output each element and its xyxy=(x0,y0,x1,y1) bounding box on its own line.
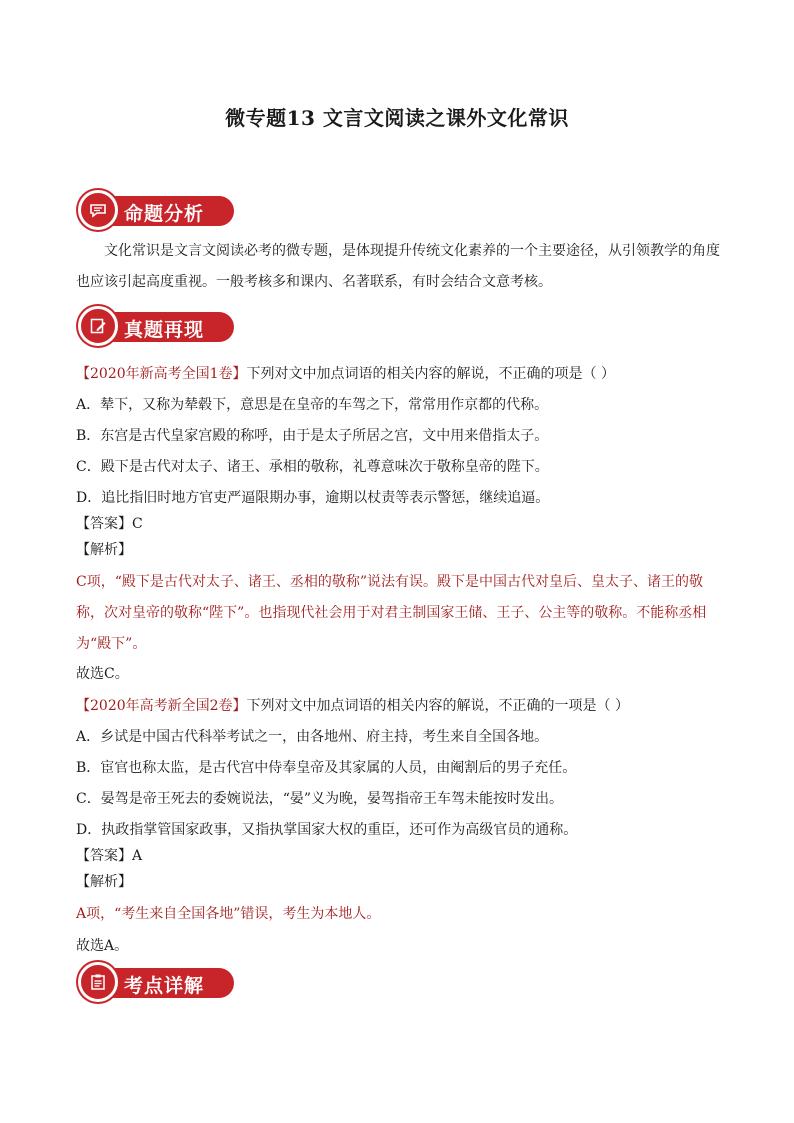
section-banner-analysis xyxy=(76,190,236,230)
page-title: 微专题13 文言文阅读之课外文化常识 xyxy=(225,106,569,130)
option-d: D．追比指旧时地方官吏严逼限期办事，逾期以杖责等表示警惩，继续追逼。 xyxy=(76,490,550,506)
question-text: 下列对文中加点词语的相关内容的解说，不正确的项是（ ） xyxy=(246,366,615,382)
option-b: B．宦官也称太监，是古代宫中侍奉皇帝及其家属的人员，由阉割后的男子充任。 xyxy=(76,760,577,776)
section-heading: 命题分析 xyxy=(124,203,205,225)
option-b: B．东宫是古代皇家宫殿的称呼，由于是太子所居之宫，文中用来借指太子。 xyxy=(76,428,549,444)
analysis-label: 【解析】 xyxy=(76,542,132,558)
chat-icon xyxy=(78,190,118,230)
section-banner-real xyxy=(76,306,236,346)
option-a: A．乡试是中国古代科举考试之一，由各地州、府主持，考生来自全国各地。 xyxy=(76,729,549,745)
answer-label: 【答案】A xyxy=(76,848,143,864)
conclusion: 故选C。 xyxy=(76,666,129,682)
question-1-stem xyxy=(76,364,726,384)
conclusion: 故选A。 xyxy=(76,938,129,954)
section-heading: 考点详解 xyxy=(124,975,205,997)
option-a: A．辇下，又称为辇毂下，意思是在皇帝的车驾之下，常常用作京都的代称。 xyxy=(76,397,549,413)
analysis-text: C项，“殿下是古代对太子、诸王、丞相的敬称”说法有误。殿下是中国古代对皇后、皇太子、诸王的敬称，次对皇帝的敬称“陛下”。也指现代社会用于对君主制国家王储、王子、公主等的敬称。不能称丞相为“殿下”。 xyxy=(76,574,707,652)
question-2-stem xyxy=(76,696,726,716)
clipboard-icon xyxy=(78,962,118,1002)
question-source: 【2020年新高考全国1卷】 xyxy=(76,366,247,382)
section-banner-detail xyxy=(76,962,236,1002)
option-d: D．执政指掌管国家政事，又指执掌国家大权的重臣，还可作为高级官员的通称。 xyxy=(76,822,578,838)
intro-paragraph: 文化常识是文言文阅读必考的微专题，是体现提升传统文化素养的一个主要途径，从引领教学的角度也应该引起高度重视。一般考核多和课内、名著联系，有时会结合文意考核。 xyxy=(76,243,720,290)
option-c: C．晏驾是帝王死去的委婉说法，“晏”义为晚，晏驾指帝王车驾未能按时发出。 xyxy=(76,791,564,807)
analysis-text: A项，“考生来自全国各地”错误，考生为本地人。 xyxy=(76,906,381,922)
pencil-note-icon xyxy=(78,306,118,346)
answer-label: 【答案】C xyxy=(76,516,143,532)
question-text: 下列对文中加点词语的相关内容的解说，不正确的一项是（ ） xyxy=(246,698,629,714)
section-heading: 真题再现 xyxy=(124,319,205,341)
analysis-label: 【解析】 xyxy=(76,874,132,890)
question-source: 【2020年高考新全国2卷】 xyxy=(76,698,247,714)
option-c: C．殿下是古代对太子、诸王、承相的敬称，礼尊意味次于敬称皇帝的陛下。 xyxy=(76,459,549,475)
